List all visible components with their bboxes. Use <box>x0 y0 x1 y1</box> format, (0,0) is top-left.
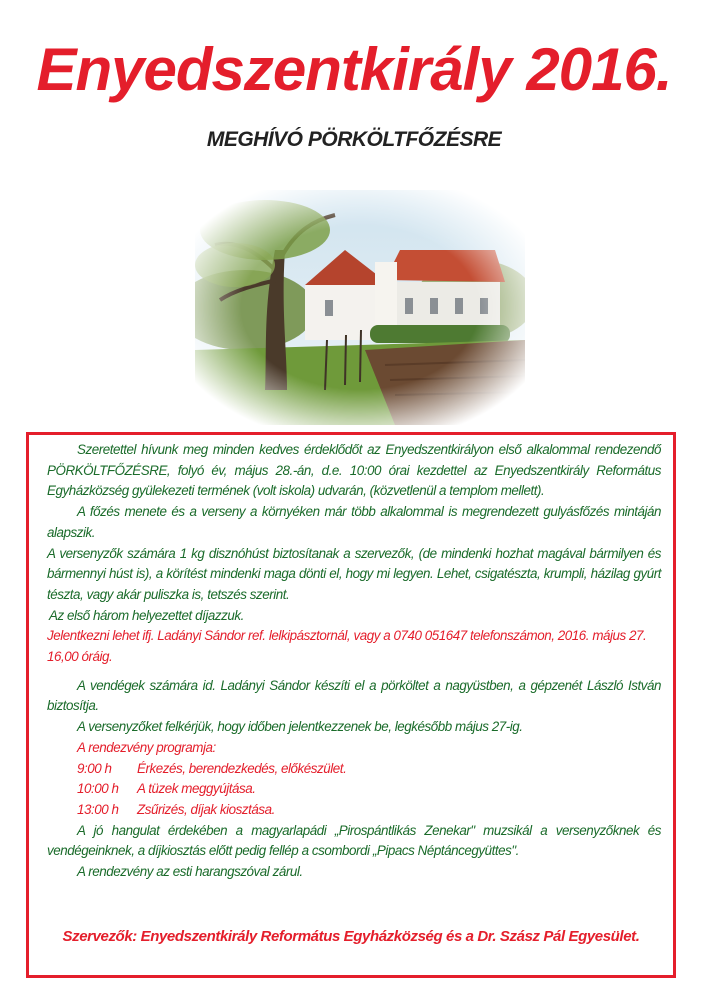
method-paragraph: A főzés menete és a verseny a környéken már több alkalommal is megrendezett gulyásfőzés mintáján alapszik. <box>47 504 661 540</box>
deadline-paragraph: A versenyzőket felkérjük, hogy időben jelentkezzenek be, legkésőbb május 27-ig. <box>77 719 523 735</box>
guests-paragraph: A vendégek számára id. Ladányi Sándor készíti el a pörköltet a nagyüstben, a gépzenét László István biztosítja. <box>47 677 661 714</box>
ingredients-paragraph: A versenyzők számára 1 kg disznóhúst biztosítanak a szervezők, (de mindenki hozhat magával bármilyen és bármennyi húst is), a körítést mindenki maga dönti el, hogy mi legyen. Lehet, csigatészta, krumpli, házilag gyúrt tészta, vagy akár puliszka is, tetszés szerint. <box>47 545 661 602</box>
closing-paragraph: A rendezvény az esti harangszóval zárul. <box>77 864 303 880</box>
invitation-subtitle: MEGHÍVÓ PÖRKÖLTFŐZÉSRE <box>206 128 502 151</box>
page-title: Enyedszentkirály 2016. <box>36 36 672 103</box>
invitation-text <box>47 440 661 883</box>
program-label: A rendezvény programja: <box>77 739 216 755</box>
prizes-paragraph: Az első három helyezettet díjazzuk. <box>49 607 244 623</box>
church-photo <box>195 190 525 425</box>
program-item <box>47 759 661 780</box>
music-paragraph: A jó hangulat érdekében a magyarlapádi „Pirospántlikás Zenekar" muzsikál a versenyzőknek és vendégeinknek, a díjkiosztás előtt pedig fellép a csombordi „Pipacs Néptáncegyüttes". <box>47 822 661 859</box>
program-text: A tüzek meggyújtása. <box>137 781 256 797</box>
program-time: 9:00 h <box>77 760 112 776</box>
program-time: 10:00 h <box>77 781 119 797</box>
intro-paragraph: Szeretettel hívunk meg minden kedves érdeklődőt az Enyedszentkirályon első alkalommal rendezendő PÖRKÖLTFŐZÉSRE, folyó év, május 28.-án, d.e. 10:00 órai kezdettel az Enyedszentkirály Református Egyházközség gyülekezeti termének (volt iskola) udvarán, (közvetlenül a templom mellett). <box>47 442 661 499</box>
organizers-footer: Szervezők: Enyedszentkirály Református Egyházközség és a Dr. Szász Pál Egyesület. <box>62 928 640 945</box>
program-item <box>47 800 661 821</box>
registration-paragraph: Jelentkezni lehet ifj. Ladányi Sándor ref. lelkipásztornál, vagy a 0740 051647 telefonszámon, 2016. május 27. 16,00 óráig. <box>47 628 647 665</box>
program-text: Zsűrizés, díjak kiosztása. <box>137 801 275 817</box>
program-item <box>47 779 661 800</box>
program-text: Érkezés, berendezkedés, előkészület. <box>137 760 347 776</box>
program-time: 13:00 h <box>77 801 119 817</box>
